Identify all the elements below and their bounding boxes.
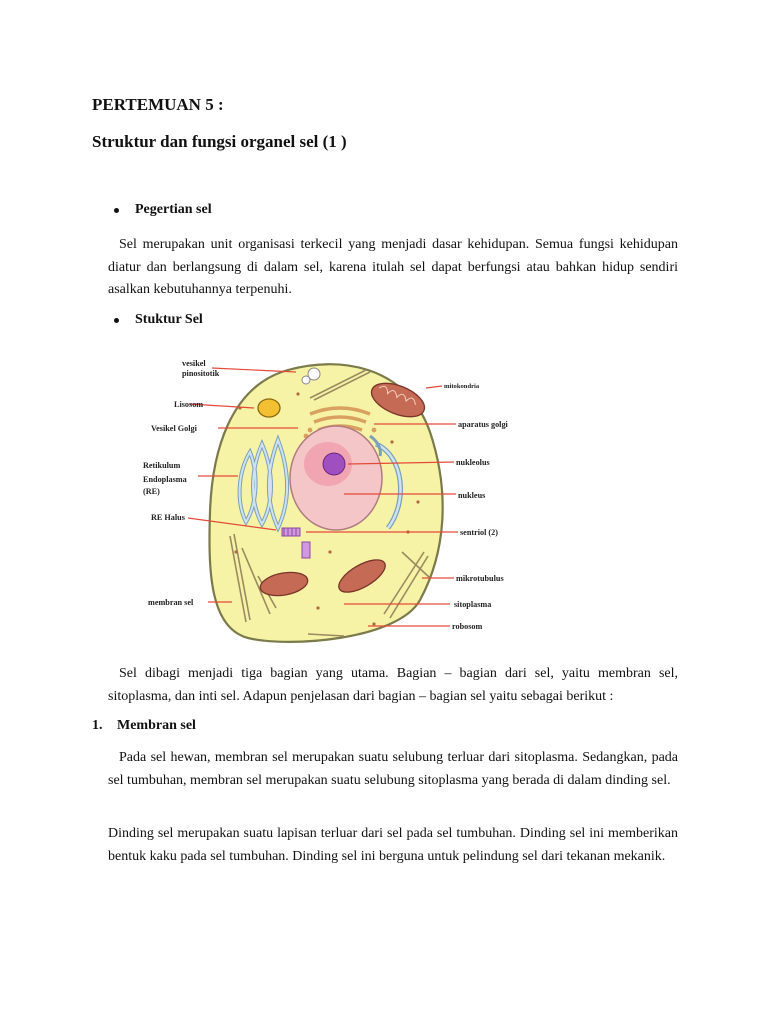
page-heading: PERTEMUAN 5 : <box>92 95 224 114</box>
label-endoplasma: Endoplasma <box>143 475 187 484</box>
label-vesikel: vesikel <box>182 359 206 368</box>
bullet-icon <box>114 208 119 213</box>
paragraph-dinding-sel: Dinding sel merupakan suatu lapisan terluar dari sel pada sel tumbuhan. Dinding sel ini memberikan bentuk kaku pada sel tumbuhan. Dinding sel ini berguna untuk pelindung sel dari tekanan mekanik. <box>108 826 678 864</box>
label-nukleolus: nukleolus <box>456 458 490 467</box>
label-sentriol: sentriol (2) <box>460 528 498 537</box>
label-retikulum: Retikulum <box>143 461 181 470</box>
label-membran-sel: membran sel <box>148 598 194 607</box>
page-title: Struktur dan fungsi organel sel (1 ) <box>92 132 347 151</box>
label-mitokondria: mitokondria <box>444 383 480 390</box>
label-vesikel-golgi: Vesikel Golgi <box>151 424 197 433</box>
label-re-halus: RE Halus <box>151 513 185 522</box>
section-heading-pengertian: Pegertian sel <box>135 202 212 217</box>
section-number: 1. <box>92 718 103 733</box>
label-re: (RE) <box>143 487 160 496</box>
label-lisosom: Lisosom <box>174 400 204 409</box>
paragraph-bagian-sel: Sel dibagi menjadi tiga bagian yang utama. Bagian – bagian dari sel, yaitu membran sel, sitoplasma, dan inti sel. Adapun penjelasan dari bagian – bagian sel yaitu sebagai berikut : <box>108 666 678 704</box>
label-pinositotik: pinositotik <box>182 369 220 378</box>
nucleolus <box>323 453 345 475</box>
paragraph-pengertian: Sel merupakan unit organisasi terkecil yang menjadi dasar kehidupan. Semua fungsi kehidupan diatur dan berlangsung di dalam sel, karena itulah sel dapat berfungsi atau bahkan hidup sendiri asalkan kebutuhannya terpenuhi. <box>108 237 678 297</box>
cell-diagram <box>138 352 518 644</box>
label-aparatus-golgi: aparatus golgi <box>458 420 508 429</box>
label-robosom: robosom <box>452 622 483 631</box>
label-sitoplasma: sitoplasma <box>454 600 492 609</box>
label-mikrotubulus: mikrotubulus <box>456 574 504 583</box>
section-heading-struktur: Stuktur Sel <box>135 312 203 327</box>
paragraph-membran-sel: Pada sel hewan, membran sel merupakan suatu selubung terluar dari sitoplasma. Sedangkan, pada sel tumbuhan, membran sel merupakan suatu selubung sitoplasma yang berada di dalam dinding sel. <box>108 750 678 788</box>
bullet-icon <box>114 318 119 323</box>
label-nukleus: nukleus <box>458 491 486 500</box>
section-heading-membran-sel: Membran sel <box>117 718 196 733</box>
lysosome <box>258 399 280 417</box>
